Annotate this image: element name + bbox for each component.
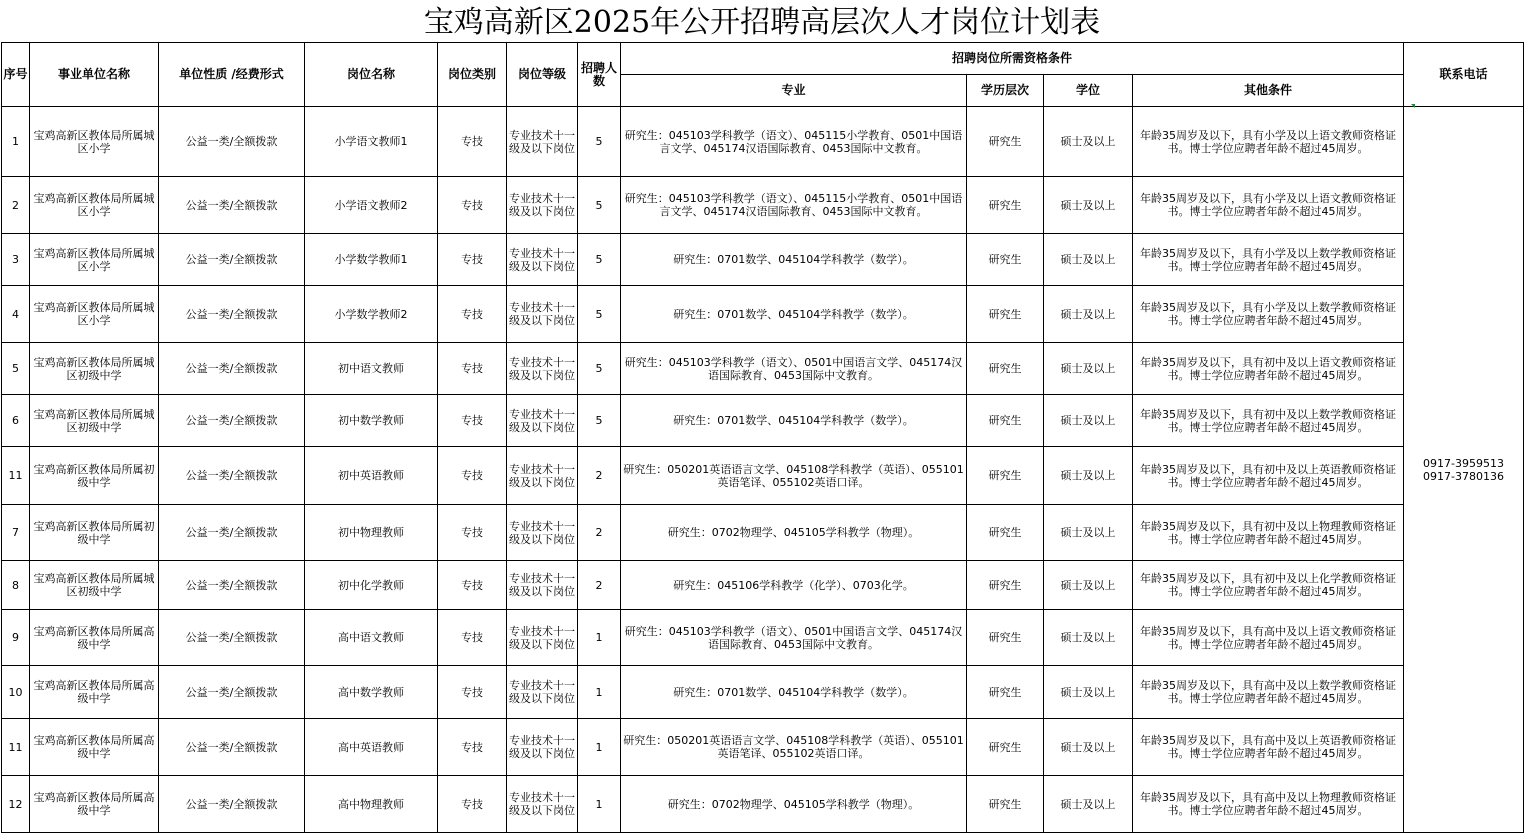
- cell-other[interactable]: 年龄35周岁及以下，具有初中及以上英语教师资格证书。博士学位应聘者年龄不超过45周岁。: [1133, 447, 1404, 505]
- cell-nature[interactable]: 公益一类/全额拨款: [159, 447, 305, 505]
- cell-count[interactable]: 1: [578, 610, 621, 666]
- cell-nature[interactable]: 公益一类/全额拨款: [159, 177, 305, 234]
- cell-seq[interactable]: 4: [2, 286, 30, 343]
- cell-count[interactable]: 5: [578, 343, 621, 395]
- phone-number-1: 0917-3959513: [1423, 456, 1504, 470]
- cell-education[interactable]: 研究生: [967, 395, 1044, 447]
- cell-level[interactable]: 专业技术十一级及以下岗位: [507, 719, 578, 776]
- cell-seq[interactable]: 2: [2, 177, 30, 234]
- cell-major[interactable]: 研究生：045103学科教学（语文）、0501中国语言文学、045174汉语国际教育、0453国际中文教育。: [621, 343, 967, 395]
- cell-education[interactable]: 研究生: [967, 234, 1044, 286]
- cell-unit[interactable]: 宝鸡高新区教体局所属城区初级中学: [30, 561, 159, 610]
- table-header: [2, 43, 1524, 107]
- cell-major[interactable]: 研究生：0702物理学、045105学科教学（物理）。: [621, 776, 967, 833]
- cell-category[interactable]: 专技: [438, 234, 507, 286]
- table-row: [2, 395, 1524, 447]
- cell-other[interactable]: 年龄35周岁及以下，具有高中及以上物理教师资格证书。博士学位应聘者年龄不超过45周岁。: [1133, 776, 1404, 833]
- cell-position[interactable]: 初中语文教师: [305, 343, 438, 395]
- cell-level[interactable]: 专业技术十一级及以下岗位: [507, 107, 578, 177]
- cell-seq[interactable]: 11: [2, 447, 30, 505]
- cell-unit[interactable]: 宝鸡高新区教体局所属城区初级中学: [30, 343, 159, 395]
- cell-category[interactable]: 专技: [438, 610, 507, 666]
- cell-unit[interactable]: 宝鸡高新区教体局所属高级中学: [30, 610, 159, 666]
- header-other: 其他条件: [1133, 75, 1404, 107]
- table-row: [2, 610, 1524, 666]
- cell-nature[interactable]: 公益一类/全额拨款: [159, 776, 305, 833]
- cell-other[interactable]: 年龄35周岁及以下，具有高中及以上语文教师资格证书。博士学位应聘者年龄不超过45周岁。: [1133, 610, 1404, 666]
- cell-position[interactable]: 初中英语教师: [305, 447, 438, 505]
- cell-seq[interactable]: 6: [2, 395, 30, 447]
- cell-position[interactable]: 高中数学教师: [305, 666, 438, 719]
- cell-other[interactable]: 年龄35周岁及以下，具有初中及以上物理教师资格证书。博士学位应聘者年龄不超过45周岁。: [1133, 505, 1404, 561]
- cell-education[interactable]: 研究生: [967, 666, 1044, 719]
- cell-category[interactable]: 专技: [438, 286, 507, 343]
- cell-seq[interactable]: 5: [2, 343, 30, 395]
- cell-count[interactable]: 5: [578, 234, 621, 286]
- cell-education[interactable]: 研究生: [967, 776, 1044, 833]
- cell-position[interactable]: 小学数学教师2: [305, 286, 438, 343]
- cell-degree[interactable]: 硕士及以上: [1044, 343, 1133, 395]
- cell-nature[interactable]: 公益一类/全额拨款: [159, 666, 305, 719]
- cell-unit[interactable]: 宝鸡高新区教体局所属高级中学: [30, 666, 159, 719]
- cell-other[interactable]: 年龄35周岁及以下，具有小学及以上数学教师资格证书。博士学位应聘者年龄不超过45周岁。: [1133, 234, 1404, 286]
- header-unit: 事业单位名称: [30, 43, 159, 107]
- table-row: [2, 177, 1524, 234]
- table-row: [2, 107, 1524, 177]
- header-seq: 序号: [2, 43, 30, 107]
- cell-degree[interactable]: 硕士及以上: [1044, 177, 1133, 234]
- cell-other[interactable]: 年龄35周岁及以下，具有高中及以上数学教师资格证书。博士学位应聘者年龄不超过45周岁。: [1133, 666, 1404, 719]
- cell-nature[interactable]: 公益一类/全额拨款: [159, 343, 305, 395]
- cell-education[interactable]: 研究生: [967, 343, 1044, 395]
- table-row: [2, 447, 1524, 505]
- cell-degree[interactable]: 硕士及以上: [1044, 610, 1133, 666]
- cell-education[interactable]: 研究生: [967, 107, 1044, 177]
- header-level: 岗位等级: [507, 43, 578, 107]
- cell-nature[interactable]: 公益一类/全额拨款: [159, 234, 305, 286]
- cell-education[interactable]: 研究生: [967, 561, 1044, 610]
- cell-education[interactable]: 研究生: [967, 177, 1044, 234]
- cell-major[interactable]: 研究生：0701数学、045104学科教学（数学）。: [621, 666, 967, 719]
- cell-other[interactable]: 年龄35周岁及以下，具有小学及以上语文教师资格证书。博士学位应聘者年龄不超过45周岁。: [1133, 107, 1404, 177]
- cell-seq[interactable]: 7: [2, 505, 30, 561]
- cell-degree[interactable]: 硕士及以上: [1044, 447, 1133, 505]
- cell-seq[interactable]: 3: [2, 234, 30, 286]
- cell-degree[interactable]: 硕士及以上: [1044, 776, 1133, 833]
- cell-unit[interactable]: 宝鸡高新区教体局所属城区小学: [30, 234, 159, 286]
- cell-comment-indicator: [1411, 104, 1415, 108]
- cell-level[interactable]: 专业技术十一级及以下岗位: [507, 286, 578, 343]
- table-row: [2, 234, 1524, 286]
- cell-seq[interactable]: 10: [2, 666, 30, 719]
- cell-unit[interactable]: 宝鸡高新区教体局所属高级中学: [30, 719, 159, 776]
- cell-unit[interactable]: 宝鸡高新区教体局所属城区小学: [30, 177, 159, 234]
- cell-seq[interactable]: 11: [2, 719, 30, 776]
- cell-position[interactable]: 初中数学教师: [305, 395, 438, 447]
- cell-count[interactable]: 5: [578, 286, 621, 343]
- cell-nature[interactable]: 公益一类/全额拨款: [159, 719, 305, 776]
- cell-major[interactable]: 研究生：050201英语语言文学、045108学科教学（英语）、055101英语笔译、055102英语口译。: [621, 719, 967, 776]
- cell-degree[interactable]: 硕士及以上: [1044, 395, 1133, 447]
- cell-position[interactable]: 高中物理教师: [305, 776, 438, 833]
- cell-other[interactable]: 年龄35周岁及以下，具有初中及以上数学教师资格证书。博士学位应聘者年龄不超过45周岁。: [1133, 395, 1404, 447]
- cell-degree[interactable]: 硕士及以上: [1044, 234, 1133, 286]
- cell-seq[interactable]: 1: [2, 107, 30, 177]
- header-count: 招聘人数: [578, 43, 621, 107]
- cell-major[interactable]: 研究生：0701数学、045104学科教学（数学）。: [621, 234, 967, 286]
- header-contact: 联系电话: [1404, 43, 1524, 107]
- cell-level[interactable]: 专业技术十一级及以下岗位: [507, 343, 578, 395]
- cell-nature[interactable]: 公益一类/全额拨款: [159, 395, 305, 447]
- cell-education[interactable]: 研究生: [967, 719, 1044, 776]
- cell-count[interactable]: 1: [578, 776, 621, 833]
- page-title: 宝鸡高新区2025年公开招聘高层次人才岗位计划表: [423, 5, 1101, 40]
- table-row: [2, 343, 1524, 395]
- cell-category[interactable]: 专技: [438, 776, 507, 833]
- header-major: 专业: [621, 75, 967, 107]
- cell-degree[interactable]: 硕士及以上: [1044, 107, 1133, 177]
- cell-category[interactable]: 专技: [438, 107, 507, 177]
- cell-level[interactable]: 专业技术十一级及以下岗位: [507, 610, 578, 666]
- cell-other[interactable]: 年龄35周岁及以下，具有高中及以上英语教师资格证书。博士学位应聘者年龄不超过45周岁。: [1133, 719, 1404, 776]
- cell-count[interactable]: 5: [578, 107, 621, 177]
- cell-major[interactable]: 研究生：045103学科教学（语文）、045115小学教育、0501中国语言文学、045174汉语国际教育、0453国际中文教育。: [621, 177, 967, 234]
- cell-other[interactable]: 年龄35周岁及以下，具有小学及以上数学教师资格证书。博士学位应聘者年龄不超过45周岁。: [1133, 286, 1404, 343]
- cell-major[interactable]: 研究生：045103学科教学（语文）、045115小学教育、0501中国语言文学、045174汉语国际教育、0453国际中文教育。: [621, 107, 967, 177]
- cell-position[interactable]: 初中化学教师: [305, 561, 438, 610]
- cell-position[interactable]: 小学语文教师2: [305, 177, 438, 234]
- cell-count[interactable]: 1: [578, 666, 621, 719]
- cell-unit[interactable]: 宝鸡高新区教体局所属高级中学: [30, 776, 159, 833]
- cell-count[interactable]: 2: [578, 561, 621, 610]
- table-row: [2, 719, 1524, 776]
- cell-seq[interactable]: 12: [2, 776, 30, 833]
- cell-other[interactable]: 年龄35周岁及以下，具有初中及以上语文教师资格证书。博士学位应聘者年龄不超过45周岁。: [1133, 343, 1404, 395]
- header-degree: 学位: [1044, 75, 1133, 107]
- cell-education[interactable]: 研究生: [967, 610, 1044, 666]
- cell-category[interactable]: 专技: [438, 561, 507, 610]
- cell-nature[interactable]: 公益一类/全额拨款: [159, 561, 305, 610]
- cell-category[interactable]: 专技: [438, 395, 507, 447]
- cell-category[interactable]: 专技: [438, 343, 507, 395]
- cell-degree[interactable]: 硕士及以上: [1044, 666, 1133, 719]
- cell-category[interactable]: 专技: [438, 177, 507, 234]
- cell-education[interactable]: 研究生: [967, 505, 1044, 561]
- cell-education[interactable]: 研究生: [967, 286, 1044, 343]
- cell-nature[interactable]: 公益一类/全额拨款: [159, 286, 305, 343]
- cell-unit[interactable]: 宝鸡高新区教体局所属初级中学: [30, 505, 159, 561]
- cell-level[interactable]: 专业技术十一级及以下岗位: [507, 447, 578, 505]
- cell-degree[interactable]: 硕士及以上: [1044, 505, 1133, 561]
- cell-major[interactable]: 研究生：045103学科教学（语文）、0501中国语言文学、045174汉语国际教育、0453国际中文教育。: [621, 610, 967, 666]
- table-row: [2, 286, 1524, 343]
- table-body: [2, 107, 1524, 833]
- cell-nature[interactable]: 公益一类/全额拨款: [159, 107, 305, 177]
- table-row: [2, 776, 1524, 833]
- cell-major[interactable]: 研究生：0701数学、045104学科教学（数学）。: [621, 395, 967, 447]
- table-row: [2, 561, 1524, 610]
- cell-other[interactable]: 年龄35周岁及以下，具有初中及以上化学教师资格证书。博士学位应聘者年龄不超过45周岁。: [1133, 561, 1404, 610]
- cell-position[interactable]: 高中英语教师: [305, 719, 438, 776]
- cell-level[interactable]: 专业技术十一级及以下岗位: [507, 776, 578, 833]
- cell-count[interactable]: 5: [578, 177, 621, 234]
- cell-nature[interactable]: 公益一类/全额拨款: [159, 505, 305, 561]
- cell-unit[interactable]: 宝鸡高新区教体局所属初级中学: [30, 447, 159, 505]
- cell-level[interactable]: 专业技术十一级及以下岗位: [507, 505, 578, 561]
- cell-category[interactable]: 专技: [438, 719, 507, 776]
- cell-level[interactable]: 专业技术十一级及以下岗位: [507, 395, 578, 447]
- cell-position[interactable]: 小学数学教师1: [305, 234, 438, 286]
- cell-level[interactable]: 专业技术十一级及以下岗位: [507, 666, 578, 719]
- cell-education[interactable]: 研究生: [967, 447, 1044, 505]
- cell-major[interactable]: 研究生：0701数学、045104学科教学（数学）。: [621, 286, 967, 343]
- cell-unit[interactable]: 宝鸡高新区教体局所属城区小学: [30, 107, 159, 177]
- cell-unit[interactable]: 宝鸡高新区教体局所属城区初级中学: [30, 395, 159, 447]
- cell-position[interactable]: 初中物理教师: [305, 505, 438, 561]
- header-category: 岗位类别: [438, 43, 507, 107]
- cell-level[interactable]: 专业技术十一级及以下岗位: [507, 561, 578, 610]
- cell-level[interactable]: 专业技术十一级及以下岗位: [507, 177, 578, 234]
- cell-contact-phone[interactable]: [1404, 107, 1524, 833]
- phone-number-2: 0917-3780136: [1423, 469, 1504, 483]
- cell-degree[interactable]: 硕士及以上: [1044, 719, 1133, 776]
- cell-degree[interactable]: 硕士及以上: [1044, 286, 1133, 343]
- cell-position[interactable]: 高中语文教师: [305, 610, 438, 666]
- cell-position[interactable]: 小学语文教师1: [305, 107, 438, 177]
- cell-category[interactable]: 专技: [438, 666, 507, 719]
- table-row: [2, 666, 1524, 719]
- cell-major[interactable]: 研究生：0702物理学、045105学科教学（物理）。: [621, 505, 967, 561]
- cell-other[interactable]: 年龄35周岁及以下，具有小学及以上语文教师资格证书。博士学位应聘者年龄不超过45周岁。: [1133, 177, 1404, 234]
- cell-count[interactable]: 2: [578, 505, 621, 561]
- cell-seq[interactable]: 9: [2, 610, 30, 666]
- cell-major[interactable]: 研究生：045106学科教学（化学）、0703化学。: [621, 561, 967, 610]
- cell-degree[interactable]: 硕士及以上: [1044, 561, 1133, 610]
- recruitment-table: [1, 42, 1524, 833]
- cell-nature[interactable]: 公益一类/全额拨款: [159, 610, 305, 666]
- cell-count[interactable]: 5: [578, 395, 621, 447]
- cell-count[interactable]: 2: [578, 447, 621, 505]
- table-row: [2, 505, 1524, 561]
- cell-count[interactable]: 1: [578, 719, 621, 776]
- cell-unit[interactable]: 宝鸡高新区教体局所属城区小学: [30, 286, 159, 343]
- header-qualifications: 招聘岗位所需资格条件: [621, 43, 1404, 75]
- header-nature: 单位性质 /经费形式: [159, 43, 305, 107]
- header-position: 岗位名称: [305, 43, 438, 107]
- cell-category[interactable]: 专技: [438, 505, 507, 561]
- header-education: 学历层次: [967, 75, 1044, 107]
- cell-major[interactable]: 研究生：050201英语语言文学、045108学科教学（英语）、055101英语笔译、055102英语口译。: [621, 447, 967, 505]
- cell-category[interactable]: 专技: [438, 447, 507, 505]
- cell-level[interactable]: 专业技术十一级及以下岗位: [507, 234, 578, 286]
- cell-seq[interactable]: 8: [2, 561, 30, 610]
